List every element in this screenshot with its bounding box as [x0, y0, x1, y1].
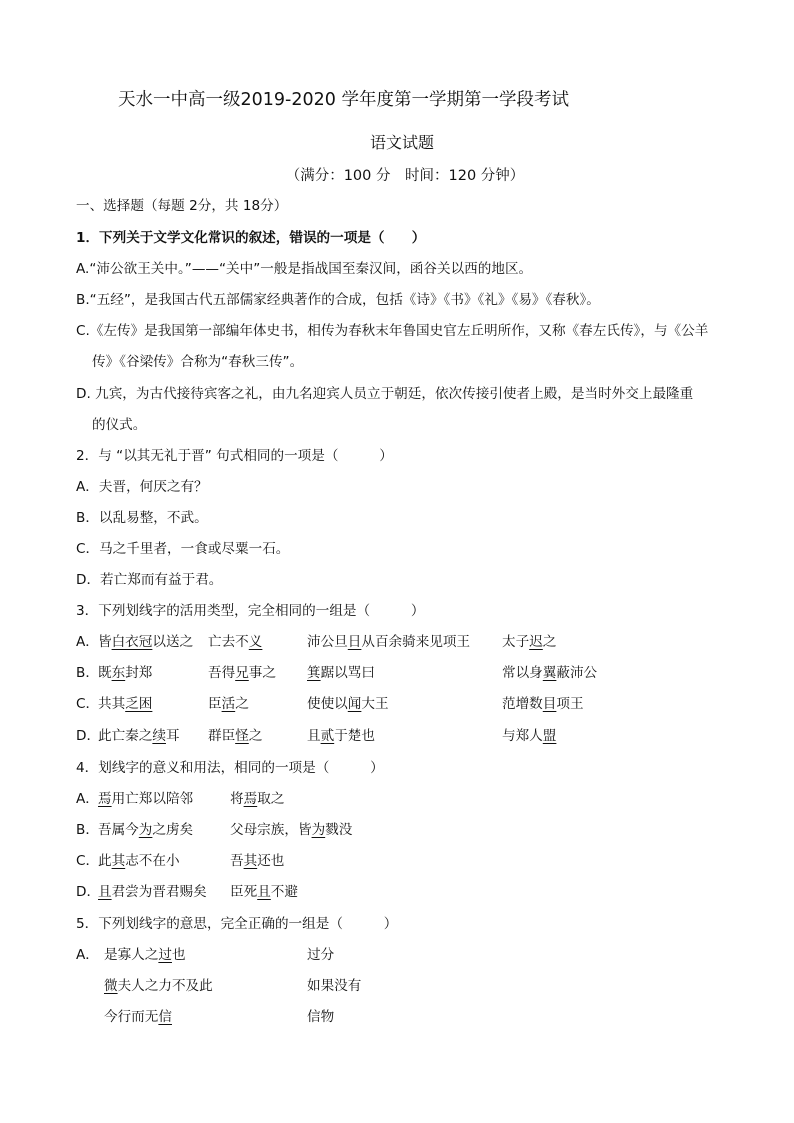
- option-label: B．: [76, 665, 99, 681]
- meaning: 过分: [307, 947, 335, 963]
- phrase: 今行而无信: [104, 1009, 172, 1025]
- question-3-option-a: [76, 633, 736, 651]
- question-5-option-a-line-1: [76, 946, 736, 964]
- phrase-3: 箕踞以骂曰: [307, 665, 375, 681]
- phrase-3: 使使以闻大王: [307, 696, 389, 712]
- exam-info: （满分：100 分 时间：120 分钟）: [285, 168, 525, 184]
- phrase-2: 吾其还也: [230, 853, 285, 869]
- question-1-option-b: B.“五经”，是我国古代五部儒家经典著作的合成，包括《诗》《书》《礼》《易》《春秋》。: [76, 292, 600, 308]
- meaning: 如果没有: [307, 978, 362, 994]
- phrase-1: 焉用亡郑以陪邻: [98, 791, 194, 807]
- question-1-option-c-cont: 传》《谷梁传》合称为“春秋三传”。: [92, 354, 304, 370]
- phrase-1: 此其志不在小: [98, 853, 180, 869]
- question-5-stem: 5．下列划线字的意思，完全正确的一组是（ ）: [76, 916, 398, 932]
- phrase-2: 亡去不义: [208, 634, 263, 650]
- option-label: D．: [76, 884, 101, 900]
- phrase-3: 沛公旦日从百余骑来见项王: [307, 634, 471, 650]
- phrase-2: 吾得兄事之: [208, 665, 276, 681]
- option-label: A．: [76, 947, 99, 963]
- question-1-option-d-cont: 的仪式。: [92, 417, 147, 433]
- question-5-option-a-line-3: [76, 1008, 736, 1026]
- phrase-2: 臣死且不避: [230, 884, 298, 900]
- question-1-option-c: C.《左传》是我国第一部编年体史书，相传为春秋末年鲁国史官左丘明所作，又称《春左氏传》，与《公羊: [76, 323, 709, 339]
- section-heading: 一、选择题（每题 2分，共 18分）: [76, 198, 288, 214]
- question-3-option-c: [76, 695, 736, 713]
- question-4-option-c: [76, 852, 736, 870]
- meaning: 信物: [307, 1009, 335, 1025]
- option-label: D．: [76, 728, 101, 744]
- option-label: A．: [76, 634, 99, 650]
- phrase-2: 群臣怪之: [208, 728, 263, 744]
- question-2-option-d: D．若亡郑而有益于君。: [76, 572, 223, 588]
- question-4-option-b: [76, 821, 736, 839]
- phrase-1: 吾属今为之虏矣: [98, 822, 194, 838]
- question-4-option-d: [76, 883, 736, 901]
- phrase-1: 此亡秦之续耳: [98, 728, 180, 744]
- question-1-stem: 1．下列关于文学文化常识的叙述，错误的一项是（ ）: [76, 230, 426, 246]
- question-3-option-d: [76, 727, 736, 745]
- phrase-2: 臣活之: [208, 696, 249, 712]
- phrase-2: 父母宗族，皆为戮没: [230, 822, 353, 838]
- option-label: C．: [76, 853, 100, 869]
- phrase-4: 太子迟之: [502, 634, 557, 650]
- question-4-stem: 4．划线字的意义和用法，相同的一项是（ ）: [76, 760, 384, 776]
- phrase: 是寡人之过也: [104, 947, 186, 963]
- question-5-option-a-line-2: [76, 977, 736, 995]
- question-2-option-c: C．马之千里者，一食或尽粟一石。: [76, 541, 290, 557]
- phrase-4: 与郑人盟: [502, 728, 557, 744]
- question-2-option-a: A．夫晋，何厌之有？: [76, 479, 208, 495]
- phrase-1: 皆白衣冠以送之: [98, 634, 194, 650]
- phrase-2: 将焉取之: [230, 791, 285, 807]
- question-2-stem: 2．与 “以其无礼于晋” 句式相同的一项是（ ）: [76, 448, 393, 464]
- question-1-option-d: D. 九宾，为古代接待宾客之礼，由九名迎宾人员立于朝廷，依次传接引使者上殿，是当时外交上最隆重: [76, 386, 694, 402]
- option-label: A．: [76, 791, 99, 807]
- question-2-option-b: B．以乱易整，不武。: [76, 510, 208, 526]
- option-label: C．: [76, 696, 100, 712]
- phrase-1: 既东封郑: [98, 665, 153, 681]
- question-1-option-a: A.“沛公欲王关中。”——“关中”一般是指战国至秦汉间，函谷关以西的地区。: [76, 261, 533, 277]
- question-4-option-a: [76, 790, 736, 808]
- exam-subject: 语文试题: [369, 133, 434, 152]
- phrase: 微夫人之力不及此: [104, 978, 213, 994]
- phrase-4: 范增数目项王: [502, 696, 584, 712]
- phrase-1: 共其乏困: [98, 696, 153, 712]
- phrase-3: 且贰于楚也: [307, 728, 375, 744]
- question-3-stem: 3．下列划线字的活用类型，完全相同的一组是（ ）: [76, 603, 425, 619]
- exam-title: 天水一中高一级2019-2020 学年度第一学期第一学段考试: [118, 90, 569, 110]
- phrase-1: 且君尝为晋君赐矣: [98, 884, 207, 900]
- question-3-option-b: [76, 664, 736, 682]
- phrase-4: 常以身翼蔽沛公: [502, 665, 598, 681]
- option-label: B．: [76, 822, 99, 838]
